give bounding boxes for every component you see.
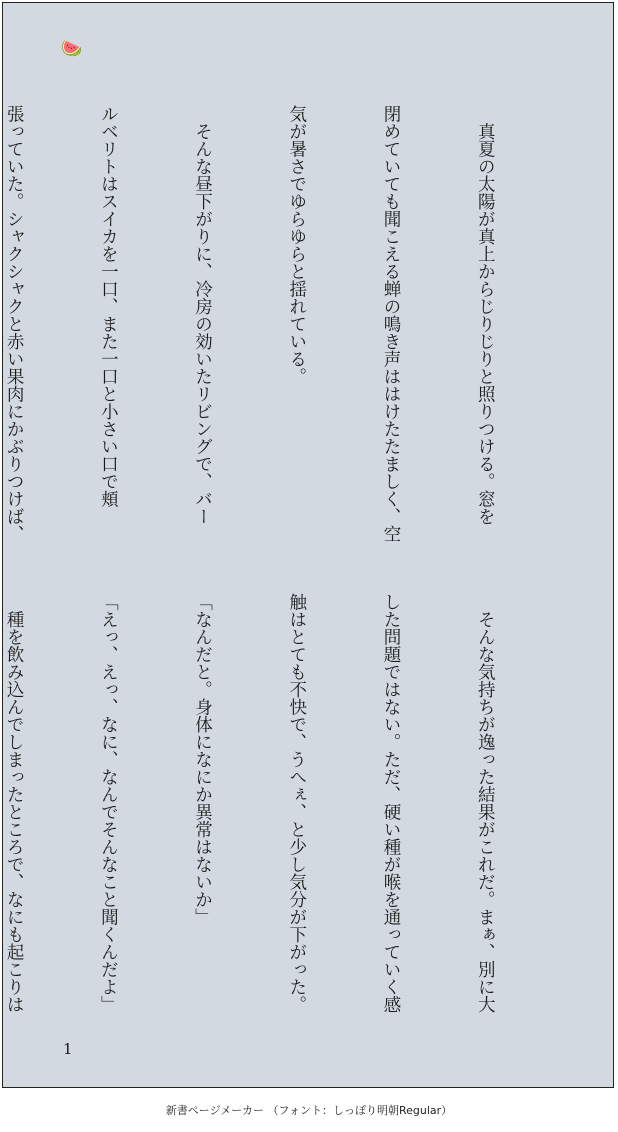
watermelon-icon: 🍉: [61, 39, 83, 58]
text-line: 張っていた。シャクシャクと赤い果肉にかぶりつけば、: [4, 105, 25, 543]
text-line: そんな気持ちが逸った結果がこれだ。まぁ、別に大: [475, 593, 496, 1013]
footer-caption: 新書ページメーカー （フォント：しっぽり明朝Regular）: [165, 1104, 453, 1117]
text-line: 触はとても不快で、うへぇ、と少し気分が下がった。: [286, 593, 307, 1013]
text-line: 種を飲み込んでしまったところで、なにも起こりは: [4, 593, 25, 1013]
text-line: そんな昼下がりに、冷房の効いたリビングで、バー: [192, 105, 213, 525]
text-line: 真夏の太陽が真上からじりじりと照りつける。窓を: [475, 105, 496, 525]
text-block-top: [0, 105, 563, 545]
page-number: 1: [63, 1040, 73, 1058]
text-line: 閉めていても聞こえる蝉の鳴き声ははけたたましく、空: [380, 105, 401, 543]
text-block-bottom: [0, 593, 563, 1033]
text-line: 「えっ、えっ、なに、なんでそんなこと聞くんだよ」: [98, 593, 119, 1013]
text-line: 気が暑さでゆらゆらと揺れている。: [286, 105, 307, 385]
text-line: ルベリトはスイカを一口、また一口と小さい口で頬: [98, 105, 119, 508]
novel-page: [2, 2, 614, 1088]
text-line: 「なんだと。身体になにか異常はないか」: [192, 593, 213, 926]
text-line: した問題ではない。ただ、硬い種が喉を通っていく感: [380, 593, 401, 1013]
